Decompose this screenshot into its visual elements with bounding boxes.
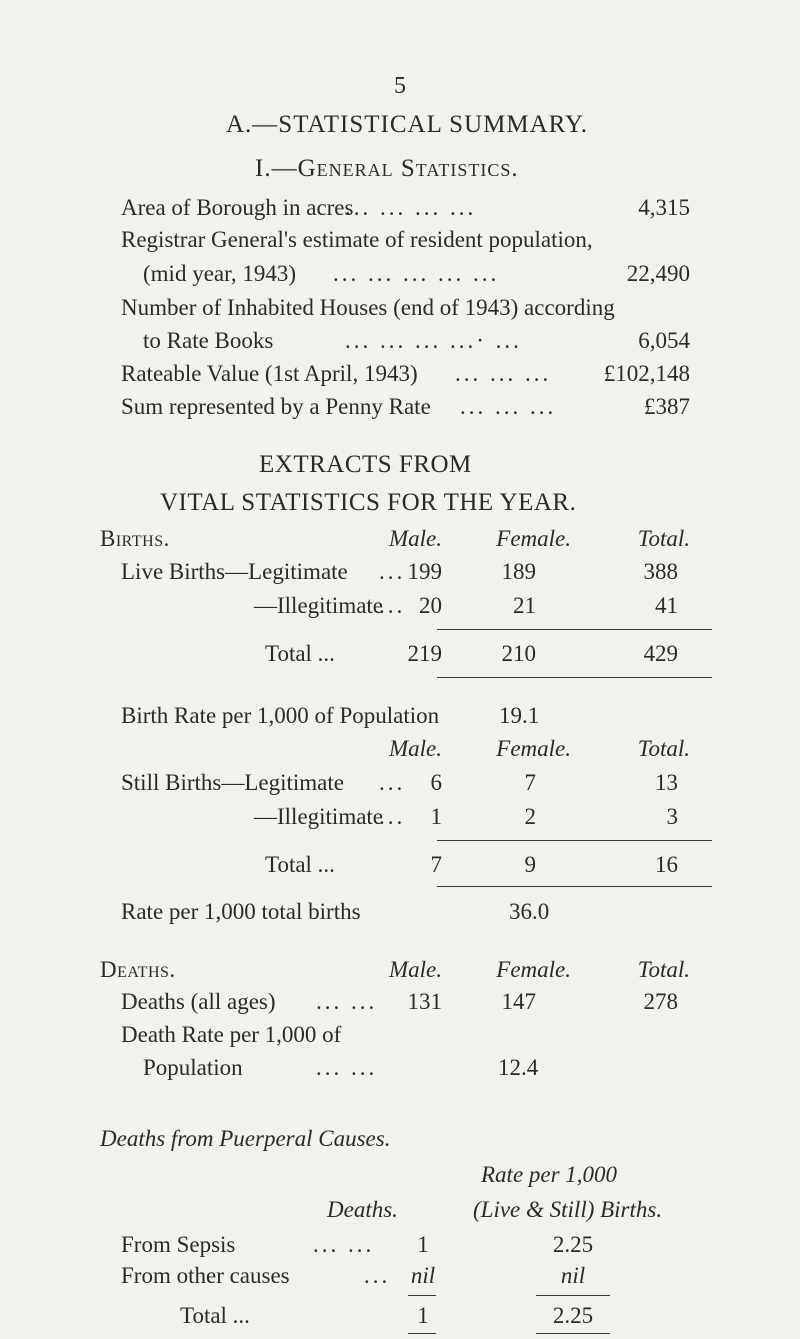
births-col-female: Female.: [496, 526, 571, 551]
still-legit-male: 6: [430, 770, 442, 795]
live-illegit-dots: ...: [379, 593, 406, 618]
death-rate-label: Death Rate per 1,000 of: [121, 1022, 342, 1047]
deaths-section-label: Deaths.: [100, 957, 176, 982]
extracts-title: EXTRACTS FROM: [259, 451, 472, 478]
still-legit-dots: ...: [379, 770, 406, 795]
still-col-female: Female.: [496, 736, 571, 761]
rateable-value: £102,148: [603, 361, 690, 386]
deaths-col-female: Female.: [496, 957, 571, 982]
other-causes-deaths: nil: [410, 1263, 436, 1288]
section-subheading: I.—General Statistics.: [255, 155, 519, 182]
rateable-dots: ... ... ...: [455, 361, 552, 386]
deaths-col-male: Male.: [388, 957, 442, 982]
sepsis-dots: ... ...: [313, 1232, 375, 1257]
puerperal-rate-total-rule: [536, 1333, 610, 1334]
registrar-label: Registrar General's estimate of resident population,: [121, 227, 593, 252]
sepsis-label: From Sepsis: [121, 1232, 236, 1257]
death-rate-dots: ... ...: [316, 1055, 378, 1080]
births-total-label: Total ...: [265, 641, 335, 666]
area-label: Area of Borough in acres: [121, 195, 354, 220]
page-title: A.—STATISTICAL SUMMARY.: [226, 111, 589, 138]
births-total-total: 429: [643, 641, 678, 666]
live-legit-male: 199: [407, 559, 442, 584]
page-number: 5: [394, 73, 406, 99]
deaths-all-dots: ... ...: [316, 989, 378, 1014]
death-rate-label-cont: Population: [143, 1055, 243, 1080]
puerperal-rate-subtotal-rule: [536, 1295, 610, 1296]
other-causes-label: From other causes: [121, 1263, 290, 1288]
births-col-total: Total.: [637, 526, 690, 551]
registrar-value: 22,490: [626, 261, 690, 286]
houses-dots: ... ... ... ...· ...: [345, 328, 522, 353]
houses-label: Number of Inhabited Houses (end of 1943) according: [121, 295, 615, 320]
birth-rate-label: Birth Rate per 1,000 of Population: [121, 703, 440, 728]
puerperal-total-deaths: 1: [417, 1303, 429, 1328]
puerperal-col-births: (Live & Still) Births.: [473, 1197, 663, 1222]
still-col-total: Total.: [637, 736, 690, 761]
other-causes-rate: nil: [560, 1263, 586, 1288]
other-causes-dots: ...: [364, 1263, 391, 1288]
still-rate-label: Rate per 1,000 total births: [121, 899, 361, 924]
deaths-all-total: 278: [643, 989, 678, 1014]
births-subtotal-rule: [437, 629, 712, 630]
still-illegit-female: 2: [524, 804, 536, 829]
still-illegit-label: —Illegitimate: [254, 804, 384, 829]
live-illegit-total: 41: [655, 593, 678, 618]
still-legit-female: 7: [524, 770, 536, 795]
penny-dots: ... ... ...: [460, 394, 557, 419]
deaths-all-male: 131: [407, 989, 442, 1014]
still-rate-value: 36.0: [509, 899, 550, 924]
houses-value: 6,054: [638, 328, 690, 353]
live-legit-total: 388: [643, 559, 678, 584]
live-illegit-label: —Illegitimate: [254, 593, 384, 618]
sepsis-rate: 2.25: [552, 1232, 594, 1257]
still-total-male: 7: [430, 852, 442, 877]
still-total-label: Total ...: [265, 852, 335, 877]
puerperal-deaths-total-rule: [408, 1333, 436, 1334]
sepsis-deaths: 1: [417, 1232, 429, 1257]
deaths-col-total: Total.: [637, 957, 690, 982]
still-total-female: 9: [524, 852, 536, 877]
births-col-male: Male.: [388, 526, 442, 551]
puerperal-col-rate: Rate per 1,000: [481, 1162, 618, 1187]
deaths-all-label: Deaths (all ages): [121, 989, 276, 1014]
puerperal-col-deaths: Deaths.: [327, 1197, 398, 1222]
live-legit-dots: ...: [379, 559, 406, 584]
still-total-rule: [437, 886, 712, 887]
live-legit-label: Live Births—Legitimate: [121, 559, 348, 584]
live-illegit-female: 21: [513, 593, 536, 618]
puerperal-total-label: Total ...: [180, 1303, 250, 1328]
rateable-label: Rateable Value (1st April, 1943): [121, 361, 418, 386]
still-legit-total: 13: [655, 770, 678, 795]
still-illegit-male: 1: [430, 804, 442, 829]
penny-label: Sum represented by a Penny Rate: [121, 394, 431, 419]
still-illegit-total: 3: [666, 804, 678, 829]
births-total-rule: [437, 677, 712, 678]
puerperal-title: Deaths from Puerperal Causes.: [100, 1126, 391, 1151]
registrar-dots: ... ... ... ... ...: [333, 261, 500, 286]
area-value: 4,315: [638, 195, 690, 220]
puerperal-total-rate: 2.25: [552, 1303, 594, 1328]
still-subtotal-rule: [437, 840, 712, 841]
deaths-all-female: 147: [501, 989, 536, 1014]
puerperal-deaths-subtotal-rule: [408, 1295, 436, 1296]
live-legit-female: 189: [501, 559, 536, 584]
area-dots: ... ... ... ...: [345, 195, 477, 220]
extracts-title-cont: VITAL STATISTICS FOR THE YEAR.: [160, 489, 577, 516]
still-total-total: 16: [655, 852, 678, 877]
houses-label-cont: to Rate Books: [143, 328, 274, 353]
registrar-label-cont: (mid year, 1943): [143, 261, 297, 286]
births-total-female: 210: [501, 641, 536, 666]
still-legit-label: Still Births—Legitimate: [121, 770, 344, 795]
births-total-male: 219: [407, 641, 442, 666]
penny-value: £387: [644, 394, 690, 419]
still-illegit-dots: ...: [379, 804, 406, 829]
birth-rate-value: 19.1: [499, 703, 540, 728]
death-rate-value: 12.4: [498, 1055, 539, 1080]
still-col-male: Male.: [388, 736, 442, 761]
births-section-label: Births.: [100, 526, 170, 551]
live-illegit-male: 20: [419, 593, 442, 618]
